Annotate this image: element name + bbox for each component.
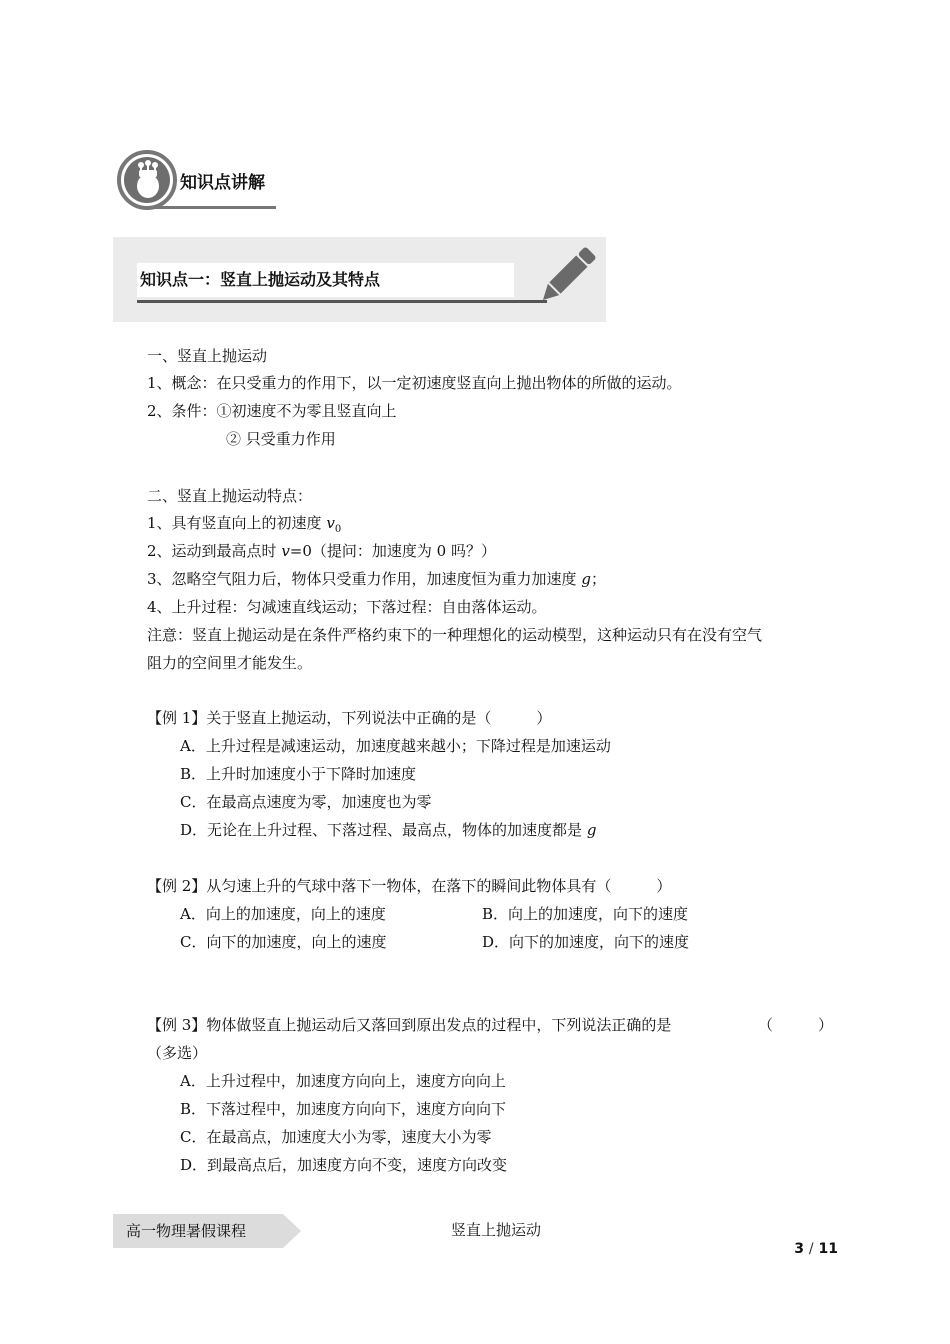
pencil-icon: [535, 244, 599, 308]
footer-course-name: 高一物理暑假课程: [126, 1222, 247, 1240]
section-header-title: 知识点讲解: [180, 173, 265, 193]
section-header-underline: [150, 206, 276, 209]
example1-option-c: C．在最高点速度为零，加速度也为零: [180, 793, 432, 811]
example2-option-b: B．向上的加速度，向下的速度: [482, 905, 689, 923]
example3-option-c: C．在最高点，加速度大小为零，速度大小为零: [180, 1128, 492, 1146]
example3-option-d: D．到最高点后，加速度方向不变，速度方向改变: [180, 1156, 508, 1174]
section1-condition-1: 2、条件：①初速度不为零且竖直向上: [147, 402, 397, 420]
example1-question: 【例 1】关于竖直上抛运动，下列说法中正确的是（ ）: [147, 709, 552, 727]
knowledge-lecture-icon: [117, 150, 177, 210]
knowledge-point-underline: [137, 300, 547, 303]
section2-point-4: 4、上升过程：匀减速直线运动；下落过程：自由落体运动。: [147, 598, 547, 616]
example2-option-d: D．向下的加速度，向下的速度: [482, 933, 690, 951]
footer-topic: 竖直上抛运动: [451, 1221, 542, 1239]
section1-concept: 1、概念：在只受重力的作用下，以一定初速度竖直向上抛出物体的所做的运动。: [147, 374, 682, 392]
knowledge-point-title: 知识点一：竖直上抛运动及其特点: [140, 270, 381, 289]
section2-note-line-1: 注意：竖直上抛运动是在条件严格约束下的一种理想化的运动模型，这种运动只有在没有空气: [147, 626, 763, 644]
section2-heading: 二、竖直上抛运动特点：: [147, 487, 313, 505]
section2-point-1: 1、具有竖直向上的初速度 $v_0$: [147, 514, 342, 535]
section2-note-line-2: 阻力的空间里才能发生。: [147, 654, 313, 672]
example2-option-c: C．向下的加速度，向上的速度: [180, 933, 387, 951]
page-number: 3 / 11: [794, 1241, 838, 1257]
section1-heading: 一、竖直上抛运动: [147, 347, 268, 365]
example3-option-b: B．下落过程中，加速度方向向下，速度方向向下: [180, 1100, 507, 1118]
section1-condition-2: ② 只受重力作用: [226, 430, 336, 448]
section2-point-3: 3、忽略空气阻力后，物体只受重力作用，加速度恒为重力加速度 g；: [147, 570, 606, 588]
example3-multi-select-note: （多选）: [147, 1044, 208, 1062]
example1-option-a: A．上升过程是减速运动，加速度越来越小；下降过程是加速运动: [180, 737, 611, 755]
example1-option-b: B．上升时加速度小于下降时加速度: [180, 765, 417, 783]
example3-answer-blank: （ ）: [758, 1016, 834, 1034]
example2-question: 【例 2】从匀速上升的气球中落下一物体，在落下的瞬间此物体具有（ ）: [147, 877, 672, 895]
example1-option-d: D．无论在上升过程、下落过程、最高点，物体的加速度都是 g: [180, 821, 597, 839]
example3-question: 【例 3】物体做竖直上抛运动后又落回到原出发点的过程中，下列说法正确的是: [147, 1016, 672, 1034]
example2-option-a: A．向上的加速度，向上的速度: [180, 905, 386, 923]
section2-point-2: 2、运动到最高点时 v=0（提问：加速度为 0 吗？）: [147, 542, 496, 560]
example3-option-a: A．上升过程中，加速度方向向上，速度方向向上: [180, 1072, 506, 1090]
